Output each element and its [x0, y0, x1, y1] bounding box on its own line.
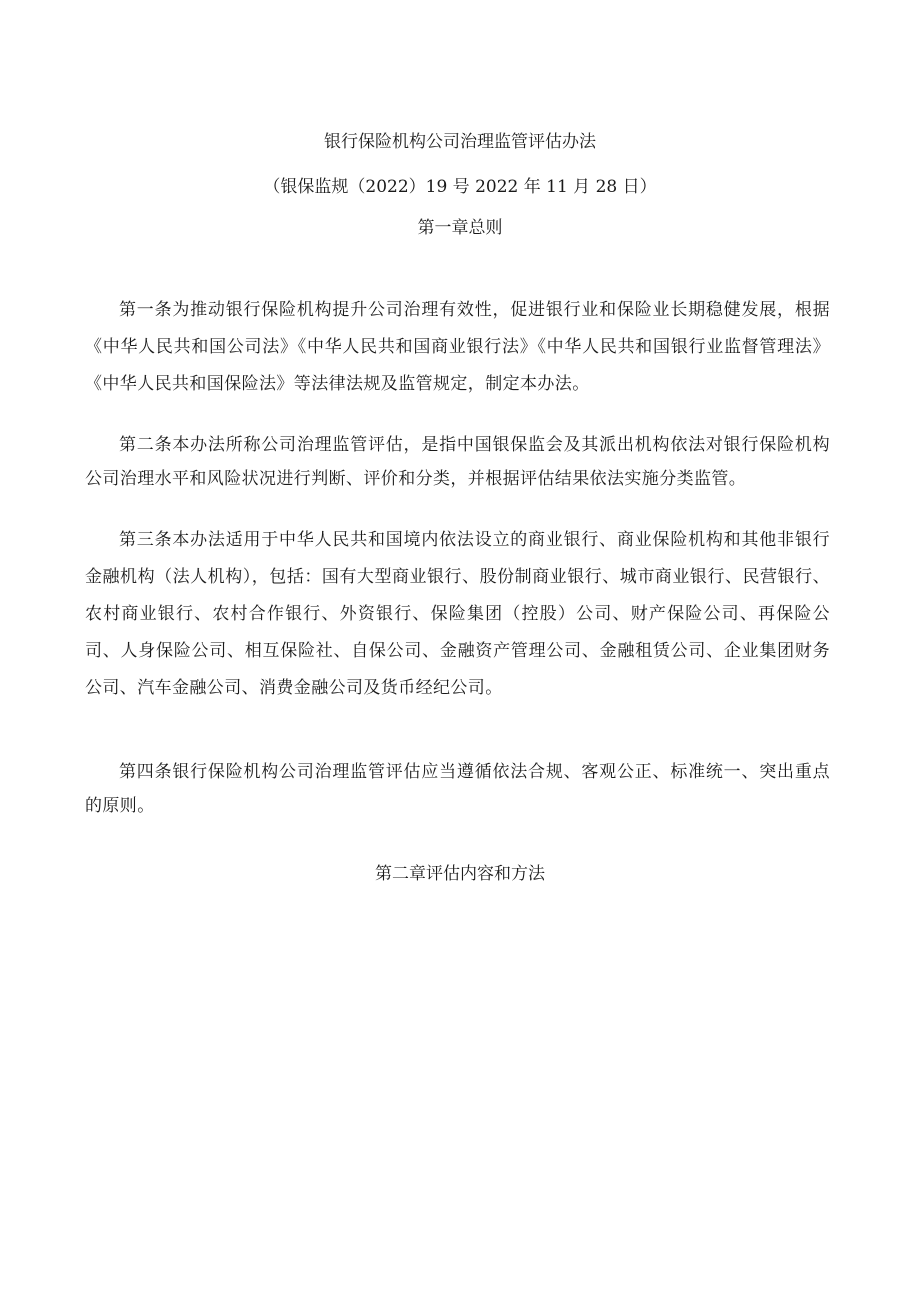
document-subtitle: （银保监规（2022）19 号 2022 年 11 月 28 日）	[263, 177, 657, 197]
chapter-2-heading: 第二章评估内容和方法	[375, 864, 545, 884]
chapter-1-heading: 第一章总则	[417, 218, 503, 238]
article-2-paragraph: 第二条本办法所称公司治理监管评估，是指中国银保监会及其派出机构依法对银行保险机构公司治理水平和风险状况进行判断、评价和分类，并根据评估结果依法实施分类监管。	[85, 435, 830, 489]
article-1-paragraph: 第一条为推动银行保险机构提升公司治理有效性，促进银行业和保险业长期稳健发展，根据《中华人民共和国公司法》《中华人民共和国商业银行法》《中华人民共和国银行业监督管理法》《中华人民共和国保险法》等法律法规及监管规定，制定本办法。	[85, 300, 830, 394]
article-4-paragraph: 第四条银行保险机构公司治理监管评估应当遵循依法合规、客观公正、标准统一、突出重点的原则。	[85, 762, 830, 816]
document-title: 银行保险机构公司治理监管评估办法	[324, 132, 596, 152]
article-3-paragraph: 第三条本办法适用于中华人民共和国境内依法设立的商业银行、商业保险机构和其他非银行金融机构（法人机构），包括：国有大型商业银行、股份制商业银行、城市商业银行、民营银行、农村商业银行、农村合作银行、外资银行、保险集团（控股）公司、财产保险公司、再保险公司、人身保险公司、相互保险社、自保公司、金融资产管理公司、金融租赁公司、企业集团财务公司、汽车金融公司、消费金融公司及货币经纪公司。	[85, 530, 830, 698]
